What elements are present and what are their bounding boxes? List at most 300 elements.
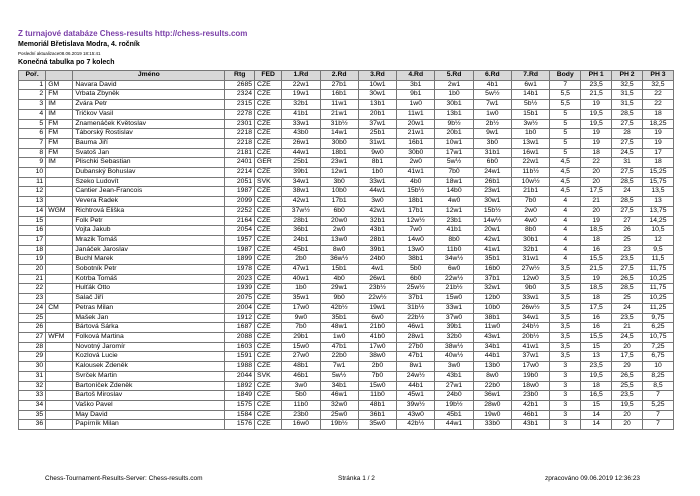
table-row (19, 245, 674, 255)
round-cell: 16w1 (512, 148, 550, 158)
round-cell: 12b0 (473, 294, 511, 304)
name-cell: Mrazik Tomáš (73, 235, 225, 245)
round-cell: 18w0 (512, 381, 550, 391)
rank-cell: 24 (19, 303, 46, 313)
round-cell: 20b1 (435, 129, 473, 139)
round-cell: 22w1 (282, 80, 320, 90)
round-cell: 27b0 (397, 342, 435, 352)
title-cell (46, 362, 73, 372)
round-cell: 14b1 (512, 90, 550, 100)
name-cell: Hulťák Otto (73, 284, 225, 294)
rating-cell: 2075 (225, 294, 255, 304)
fed-cell: CZE (255, 381, 282, 391)
round-cell: 42b1 (512, 400, 550, 410)
round-cell: 3b0 (473, 138, 511, 148)
tiebreak-cell: 13 (581, 352, 612, 362)
points-cell: 3,5 (550, 265, 581, 275)
round-cell: 24b0 (358, 255, 396, 265)
round-cell: 44w1 (282, 148, 320, 158)
points-cell: 3 (550, 400, 581, 410)
table-row (19, 391, 674, 401)
round-cell: 27w½ (512, 265, 550, 275)
round-cell: 28w1 (397, 332, 435, 342)
round-cell: 13w0 (320, 235, 358, 245)
points-cell: 5 (550, 138, 581, 148)
tiebreak-cell: 13,5 (642, 187, 673, 197)
name-cell: Kozlová Lucie (73, 352, 225, 362)
title-cell (46, 410, 73, 420)
column-header: 5.Rd (435, 71, 473, 81)
points-cell: 5 (550, 119, 581, 129)
rating-cell: 2315 (225, 100, 255, 110)
round-cell: 29w1 (320, 284, 358, 294)
table-row (19, 342, 674, 352)
fed-cell: CZE (255, 400, 282, 410)
round-cell: 17b1 (320, 197, 358, 207)
round-cell: 1w0 (473, 109, 511, 119)
tiebreak-cell: 18 (642, 109, 673, 119)
round-cell: 30b1 (435, 100, 473, 110)
round-cell: 35w0 (358, 420, 396, 430)
fed-cell: CZE (255, 226, 282, 236)
tiebreak-cell: 24,5 (612, 332, 643, 342)
round-cell: 48w1 (320, 323, 358, 333)
tiebreak-cell: 10,5 (642, 226, 673, 236)
tiebreak-cell: 15,5 (581, 255, 612, 265)
round-cell: 2w0 (320, 226, 358, 236)
round-cell: 47b1 (320, 342, 358, 352)
fed-cell: CZE (255, 119, 282, 129)
round-cell: 30b0 (320, 138, 358, 148)
rating-cell: 2023 (225, 274, 255, 284)
table-row (19, 332, 674, 342)
round-cell: 22b0 (473, 381, 511, 391)
rating-cell: 2051 (225, 177, 255, 187)
table-row (19, 323, 674, 333)
rank-cell: 35 (19, 410, 46, 420)
table-row (19, 371, 674, 381)
table-row (19, 400, 674, 410)
round-cell: 20w1 (397, 119, 435, 129)
fed-cell: CZE (255, 245, 282, 255)
round-cell: 41w1 (512, 342, 550, 352)
round-cell: 35b1 (320, 313, 358, 323)
round-cell: 19w1 (282, 90, 320, 100)
rank-cell: 34 (19, 400, 46, 410)
rating-cell: 1957 (225, 235, 255, 245)
round-cell: 27w1 (435, 381, 473, 391)
rank-cell: 26 (19, 323, 46, 333)
tiebreak-cell: 19,5 (581, 371, 612, 381)
tiebreak-cell: 18 (642, 158, 673, 168)
round-cell: 44w1 (358, 187, 396, 197)
tiebreak-cell: 32,5 (642, 80, 673, 90)
round-cell: 38w0 (358, 352, 396, 362)
round-cell: 17w0 (282, 303, 320, 313)
rating-cell: 2044 (225, 371, 255, 381)
table-row (19, 265, 674, 275)
round-cell: 3w0 (435, 362, 473, 372)
tiebreak-cell: 26,5 (612, 274, 643, 284)
name-cell: Janáček Jaroslav (73, 245, 225, 255)
rating-cell: 1899 (225, 255, 255, 265)
round-cell: 31b1 (473, 148, 511, 158)
title-cell (46, 245, 73, 255)
name-cell: Táborský Rostislav (73, 129, 225, 139)
points-cell: 4 (550, 206, 581, 216)
tiebreak-cell: 15 (581, 342, 612, 352)
name-cell: Vevera Radek (73, 197, 225, 207)
fed-cell: CZE (255, 197, 282, 207)
round-cell: 34b1 (473, 342, 511, 352)
round-cell: 30w1 (473, 197, 511, 207)
rating-cell: 1988 (225, 362, 255, 372)
round-cell: 27w0 (282, 352, 320, 362)
tiebreak-cell: 15,75 (642, 177, 673, 187)
points-cell: 3,5 (550, 323, 581, 333)
tiebreak-cell: 10,25 (642, 274, 673, 284)
round-cell: 36b1 (358, 410, 396, 420)
tiebreak-cell: 11,5 (642, 255, 673, 265)
round-cell: 13b1 (435, 109, 473, 119)
round-cell: 40w1 (282, 274, 320, 284)
tiebreak-cell: 28,5 (612, 109, 643, 119)
name-cell: Cantier Jean-Francois (73, 187, 225, 197)
table-row (19, 381, 674, 391)
round-cell: 42b½ (320, 303, 358, 313)
round-cell: 37w1 (512, 352, 550, 362)
round-cell: 3w½ (512, 119, 550, 129)
title-cell: WGM (46, 206, 73, 216)
round-cell: 12w0 (512, 274, 550, 284)
rating-cell: 1987 (225, 187, 255, 197)
round-cell: 34w1 (512, 313, 550, 323)
rank-cell: 2 (19, 90, 46, 100)
round-cell: 10b0 (320, 187, 358, 197)
round-cell: 16w0 (282, 420, 320, 430)
round-cell: 36b1 (282, 226, 320, 236)
round-cell: 7b0 (282, 323, 320, 333)
fed-cell: CZE (255, 342, 282, 352)
round-cell: 6w0 (358, 313, 396, 323)
tiebreak-cell: 26 (612, 226, 643, 236)
rank-cell: 21 (19, 274, 46, 284)
title-cell (46, 274, 73, 284)
round-cell: 14w1 (320, 129, 358, 139)
tiebreak-cell: 5,25 (642, 400, 673, 410)
rank-cell: 15 (19, 216, 46, 226)
rank-cell: 20 (19, 265, 46, 275)
round-cell: 30b0 (397, 148, 435, 158)
name-cell: Tričkov Vasil (73, 109, 225, 119)
rank-cell: 5 (19, 119, 46, 129)
round-cell: 33w1 (512, 294, 550, 304)
table-row (19, 177, 674, 187)
rank-cell: 3 (19, 100, 46, 110)
rank-cell: 1 (19, 80, 46, 90)
round-cell: 16b1 (397, 138, 435, 148)
rank-cell: 32 (19, 381, 46, 391)
rating-cell: 2301 (225, 119, 255, 129)
tiebreak-cell: 10 (642, 362, 673, 372)
points-cell: 5,5 (550, 100, 581, 110)
round-cell: 41w1 (397, 168, 435, 178)
points-cell: 3 (550, 371, 581, 381)
round-cell: 15b1 (512, 109, 550, 119)
round-cell: 44w1 (435, 420, 473, 430)
round-cell: 9b1 (397, 90, 435, 100)
title-cell: GM (46, 80, 73, 90)
name-cell: Vrbata Zbyněk (73, 90, 225, 100)
round-cell: 32b1 (282, 100, 320, 110)
rating-cell: 2181 (225, 148, 255, 158)
round-cell: 15b½ (473, 206, 511, 216)
tiebreak-cell: 19 (642, 138, 673, 148)
tiebreak-cell: 20 (581, 168, 612, 178)
tiebreak-cell: 29 (612, 362, 643, 372)
round-cell: 17w1 (435, 148, 473, 158)
name-cell: Richtrová Eliška (73, 206, 225, 216)
rating-cell: 2218 (225, 138, 255, 148)
fed-cell: CZE (255, 362, 282, 372)
round-cell: 42w1 (282, 197, 320, 207)
round-cell: 37b1 (473, 274, 511, 284)
standings-table (18, 70, 674, 430)
points-cell: 4 (550, 197, 581, 207)
fed-cell: CZE (255, 138, 282, 148)
table-row (19, 216, 674, 226)
name-cell: Svatoš Jan (73, 148, 225, 158)
title-cell (46, 381, 73, 391)
tiebreak-cell: 27,5 (612, 265, 643, 275)
round-cell: 43w1 (473, 332, 511, 342)
round-cell: 14b0 (435, 187, 473, 197)
table-row (19, 274, 674, 284)
name-cell: Vojta Jakub (73, 226, 225, 236)
rank-cell: 9 (19, 158, 46, 168)
table-row (19, 255, 674, 265)
title-cell (46, 255, 73, 265)
tiebreak-cell: 26,5 (612, 371, 643, 381)
tiebreak-cell: 19 (581, 274, 612, 284)
round-cell: 12w½ (397, 216, 435, 226)
round-cell: 31b½ (397, 303, 435, 313)
round-cell: 10w½ (512, 177, 550, 187)
tiebreak-cell: 17 (642, 148, 673, 158)
round-cell: 23w1 (320, 158, 358, 168)
round-cell: 19w1 (358, 303, 396, 313)
table-row (19, 352, 674, 362)
column-header: PH 2 (612, 71, 643, 81)
round-cell: 28b1 (358, 235, 396, 245)
title-cell (46, 177, 73, 187)
points-cell: 3 (550, 410, 581, 420)
title-cell: CM (46, 303, 73, 313)
round-cell: 15b1 (320, 265, 358, 275)
round-cell: 2b½ (473, 119, 511, 129)
name-cell: Bartoš Miroslav (73, 391, 225, 401)
column-header: Poř. (19, 71, 46, 81)
table-row (19, 100, 674, 110)
round-cell: 7b0 (512, 197, 550, 207)
table-row (19, 148, 674, 158)
round-cell: 23b½ (358, 284, 396, 294)
name-cell: Sobotník Petr (73, 265, 225, 275)
tiebreak-cell: 31,5 (612, 90, 643, 100)
rank-cell: 13 (19, 197, 46, 207)
round-cell: 24w1 (473, 168, 511, 178)
round-cell: 22b0 (320, 352, 358, 362)
round-cell: 6w0 (435, 265, 473, 275)
points-cell: 3,5 (550, 274, 581, 284)
round-cell: 17b1 (397, 206, 435, 216)
round-cell: 27b1 (320, 80, 358, 90)
table-row (19, 129, 674, 139)
round-cell: 6b0 (397, 274, 435, 284)
rating-cell: 1584 (225, 410, 255, 420)
name-cell: Znamenáček Květoslav (73, 119, 225, 129)
table-row (19, 168, 674, 178)
tiebreak-cell: 11,75 (642, 284, 673, 294)
round-cell: 15w0 (435, 294, 473, 304)
tiebreak-cell: 18,5 (581, 284, 612, 294)
table-body (19, 80, 674, 429)
fed-cell: CZE (255, 294, 282, 304)
tiebreak-cell: 23,5 (612, 391, 643, 401)
title-cell: WFM (46, 332, 73, 342)
tiebreak-cell: 19 (581, 216, 612, 226)
fed-cell: CZE (255, 255, 282, 265)
round-cell: 40w½ (435, 352, 473, 362)
round-cell: 22b½ (397, 313, 435, 323)
points-cell: 5,5 (550, 90, 581, 100)
round-cell: 10w1 (358, 80, 396, 90)
points-cell: 3,5 (550, 284, 581, 294)
rating-cell: 1591 (225, 352, 255, 362)
name-cell: Buchl Marek (73, 255, 225, 265)
round-cell: 14w½ (473, 216, 511, 226)
round-cell: 33w1 (435, 303, 473, 313)
round-cell: 8b0 (435, 235, 473, 245)
rank-cell: 27 (19, 332, 46, 342)
round-cell: 11w1 (397, 109, 435, 119)
rank-cell: 36 (19, 420, 46, 430)
round-cell: 26w1 (282, 138, 320, 148)
round-cell: 6b0 (473, 158, 511, 168)
fed-cell: CZE (255, 148, 282, 158)
round-cell: 43w0 (397, 410, 435, 420)
rank-cell: 22 (19, 284, 46, 294)
round-cell: 20b½ (512, 332, 550, 342)
rating-cell: 2004 (225, 303, 255, 313)
tiebreak-cell: 11,75 (642, 265, 673, 275)
fed-cell: CZE (255, 80, 282, 90)
tiebreak-cell: 27,5 (612, 168, 643, 178)
title-cell: FM (46, 119, 73, 129)
fed-cell: CZE (255, 352, 282, 362)
table-row (19, 294, 674, 304)
tiebreak-cell: 7 (642, 420, 673, 430)
tiebreak-cell: 31 (612, 158, 643, 168)
round-cell: 33b0 (473, 420, 511, 430)
round-cell: 5w½ (435, 158, 473, 168)
fed-cell: CZE (255, 410, 282, 420)
source-title[interactable]: Z turnajové databáze Chess-results http://chess-results.com (18, 29, 248, 38)
round-cell: 12w1 (320, 168, 358, 178)
round-cell: 38b1 (473, 313, 511, 323)
tiebreak-cell: 18 (581, 381, 612, 391)
round-cell: 38b1 (397, 255, 435, 265)
round-cell: 45w1 (397, 391, 435, 401)
round-cell: 11b0 (282, 400, 320, 410)
round-cell: 32b1 (512, 245, 550, 255)
tiebreak-cell: 25 (612, 235, 643, 245)
rating-cell: 1939 (225, 284, 255, 294)
rating-cell: 1849 (225, 391, 255, 401)
round-cell: 2w0 (397, 158, 435, 168)
round-cell: 6b0 (320, 206, 358, 216)
round-cell: 34w1 (282, 177, 320, 187)
round-cell: 9b½ (435, 119, 473, 129)
tiebreak-cell: 12 (642, 235, 673, 245)
round-cell: 36w1 (473, 391, 511, 401)
round-cell: 48b1 (358, 400, 396, 410)
round-cell: 46w1 (320, 391, 358, 401)
tiebreak-cell: 20 (581, 206, 612, 216)
name-cell: Vaško Pavel (73, 400, 225, 410)
title-cell: IM (46, 100, 73, 110)
fed-cell: CZE (255, 313, 282, 323)
tiebreak-cell: 14 (581, 410, 612, 420)
tiebreak-cell: 20 (612, 410, 643, 420)
points-cell: 4,5 (550, 168, 581, 178)
points-cell: 4,5 (550, 177, 581, 187)
tiebreak-cell: 32,5 (612, 80, 643, 90)
table-row (19, 284, 674, 294)
points-cell: 3,5 (550, 313, 581, 323)
rating-cell: 1978 (225, 265, 255, 275)
tiebreak-cell: 27,5 (612, 206, 643, 216)
rank-cell: 29 (19, 352, 46, 362)
round-cell: 5b½ (512, 100, 550, 110)
round-cell: 19w0 (473, 410, 511, 420)
tiebreak-cell: 24,5 (612, 148, 643, 158)
rating-cell: 2401 (225, 158, 255, 168)
tiebreak-cell: 21,5 (581, 265, 612, 275)
rating-cell: 1987 (225, 245, 255, 255)
round-cell: 20w0 (320, 216, 358, 226)
round-cell: 9b0 (512, 284, 550, 294)
column-header (46, 71, 73, 81)
points-cell: 3,5 (550, 303, 581, 313)
tiebreak-cell: 23,5 (581, 80, 612, 90)
points-cell: 4,5 (550, 158, 581, 168)
points-cell: 4 (550, 245, 581, 255)
fed-cell: CZE (255, 216, 282, 226)
round-cell: 13b1 (358, 100, 396, 110)
points-cell: 5 (550, 148, 581, 158)
points-cell: 3,5 (550, 332, 581, 342)
rating-cell: 1575 (225, 400, 255, 410)
points-cell: 5 (550, 109, 581, 119)
round-cell: 46w1 (397, 323, 435, 333)
round-cell: 31b½ (320, 119, 358, 129)
round-cell: 18b1 (320, 148, 358, 158)
tiebreak-cell: 27,5 (612, 119, 643, 129)
tiebreak-cell: 18 (581, 148, 612, 158)
title-cell (46, 323, 73, 333)
round-cell: 24b1 (282, 235, 320, 245)
